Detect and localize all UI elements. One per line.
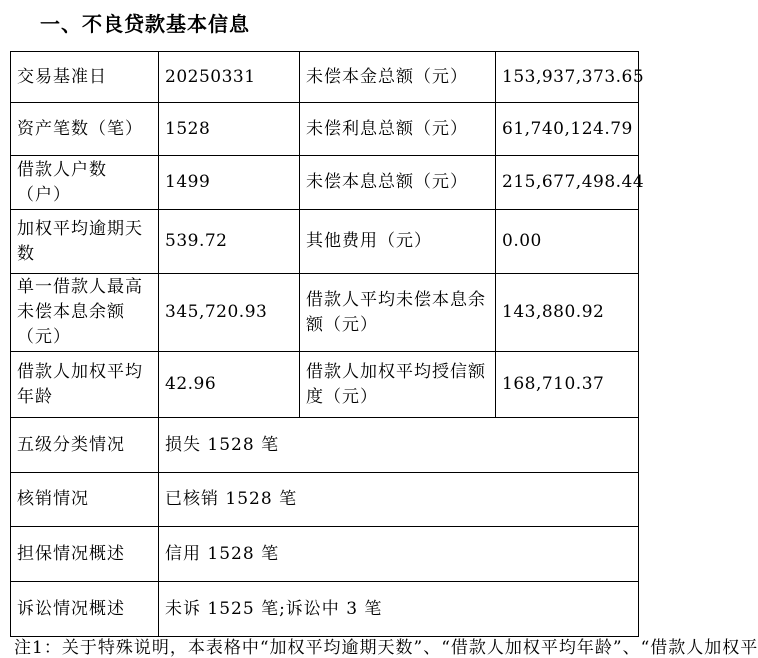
row-value: 0.00 <box>496 210 639 274</box>
row-value: 61,740,124.79 <box>496 103 639 156</box>
row-value: 已核销 1528 笔 <box>159 473 639 527</box>
row-label: 未偿本金总额（元） <box>300 52 496 103</box>
table-row <box>11 52 639 103</box>
row-label: 单一借款人最高未偿本息余额（元） <box>11 274 159 352</box>
row-label: 担保情况概述 <box>11 527 159 582</box>
row-value: 215,677,498.44 <box>496 156 639 210</box>
table-row <box>11 274 639 352</box>
row-value: 信用 1528 笔 <box>159 527 639 582</box>
footnote: 注1：关于特殊说明，本表格中“加权平均逾期天数”、“借款人加权平均年龄”、“借款人加权平 <box>14 638 758 658</box>
row-label: 借款人加权平均授信额度（元） <box>300 352 496 418</box>
row-value: 168,710.37 <box>496 352 639 418</box>
row-value: 20250331 <box>159 52 300 103</box>
table-row <box>11 352 639 418</box>
table-row <box>11 418 639 473</box>
row-label: 核销情况 <box>11 473 159 527</box>
table-row <box>11 473 639 527</box>
row-value: 未诉 1525 笔;诉讼中 3 笔 <box>159 582 639 637</box>
row-label: 交易基准日 <box>11 52 159 103</box>
row-value: 损失 1528 笔 <box>159 418 639 473</box>
row-value: 1499 <box>159 156 300 210</box>
row-label: 诉讼情况概述 <box>11 582 159 637</box>
row-label: 借款人加权平均年龄 <box>11 352 159 418</box>
row-label: 五级分类情况 <box>11 418 159 473</box>
row-label: 未偿本息总额（元） <box>300 156 496 210</box>
row-value: 539.72 <box>159 210 300 274</box>
row-value: 153,937,373.65 <box>496 52 639 103</box>
row-label: 资产笔数（笔） <box>11 103 159 156</box>
row-value: 42.96 <box>159 352 300 418</box>
table-row <box>11 210 639 274</box>
section-title: 一、不良贷款基本信息 <box>40 12 250 36</box>
row-label: 借款人户数（户） <box>11 156 159 210</box>
table-row <box>11 103 639 156</box>
row-value: 143,880.92 <box>496 274 639 352</box>
row-label: 借款人平均未偿本息余额（元） <box>300 274 496 352</box>
row-value: 1528 <box>159 103 300 156</box>
loan-info-table <box>10 51 645 637</box>
row-label: 加权平均逾期天数 <box>11 210 159 274</box>
row-label: 未偿利息总额（元） <box>300 103 496 156</box>
row-value: 345,720.93 <box>159 274 300 352</box>
row-label: 其他费用（元） <box>300 210 496 274</box>
table-row <box>11 582 639 637</box>
table-row <box>11 527 639 582</box>
table-row <box>11 156 639 210</box>
